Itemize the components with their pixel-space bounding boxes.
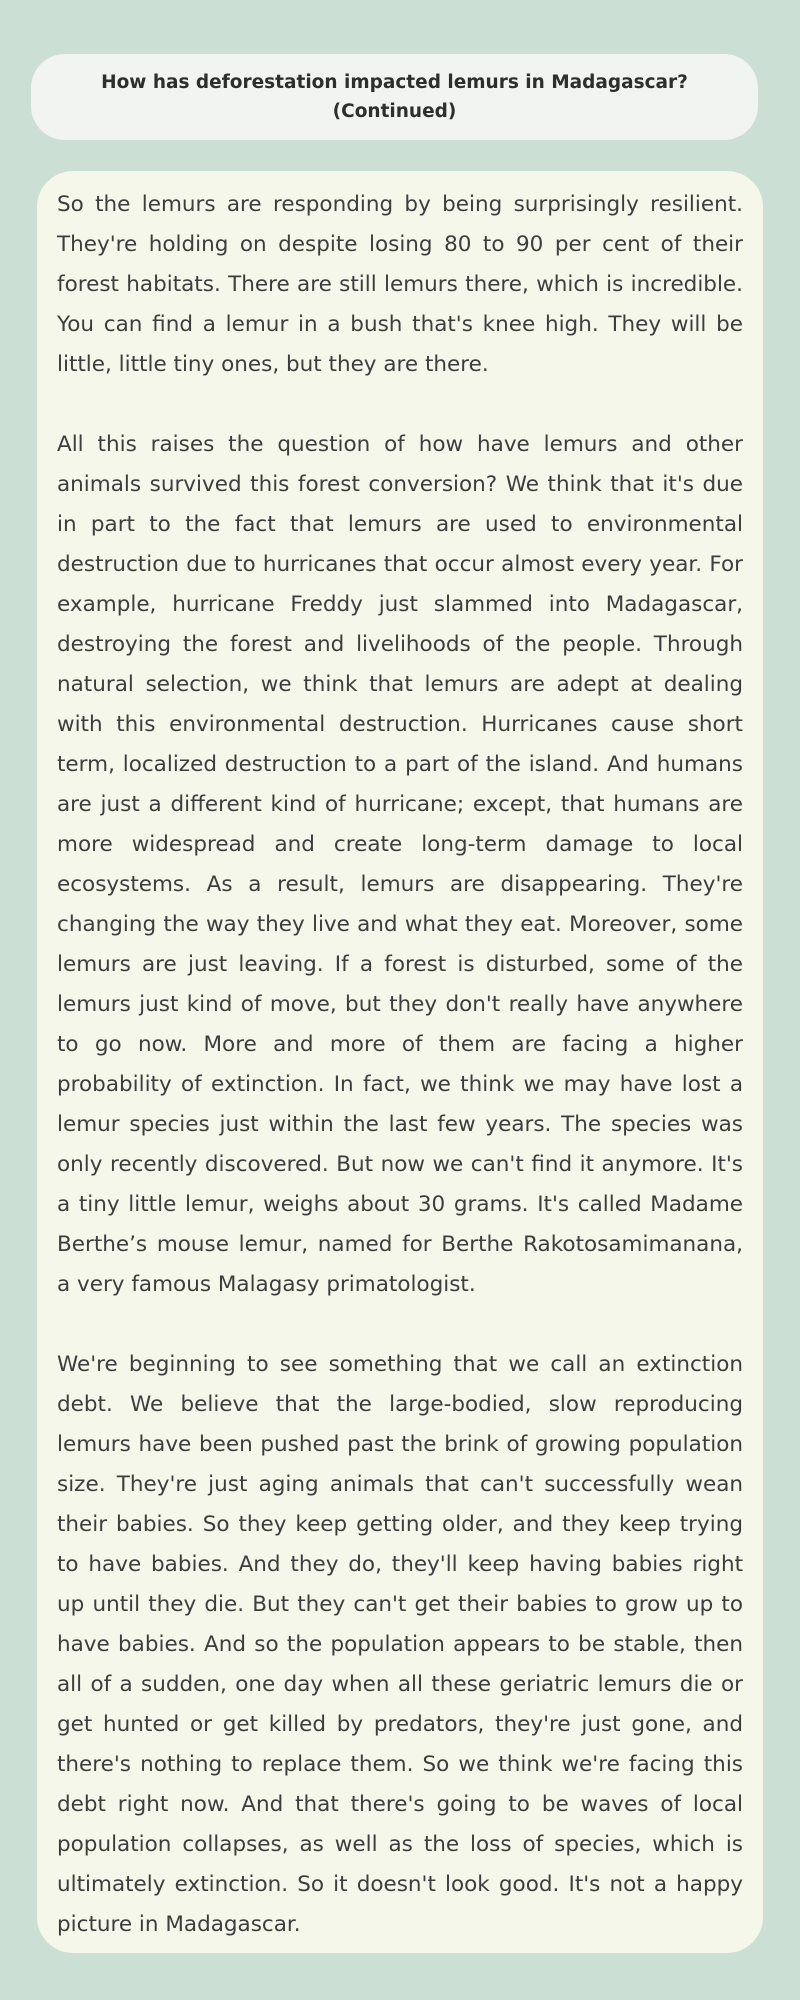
paragraph-1: So the lemurs are responding by being surprisingly resilient. They're holding on despite losing 80 to 90 per cent of their forest habitats. There are still lemurs there, which is incredible. You can find a lemur in a bush that's knee high. They will be little, little tiny ones, but they are there. xyxy=(57,192,743,377)
paragraph-2: All this raises the question of how have lemurs and other animals survived this forest conversion? We think that it's due in part to the fact that lemurs are used to environmental destruction due to hurricanes that occur almost every year. For example, hurricane Freddy just slammed into Madagascar, destroying the forest and livelihoods of the people. Through natural selection, we think that lemurs are adept at dealing with this environmental destruction. Hurricanes cause short term, localized destruction to a part of the island. And humans are just a different kind of hurricane; except, that humans are more widespread and create long-term damage to local ecosystems. As a result, lemurs are disappearing. They're changing the way they live and what they eat. Moreover, some lemurs are just leaving. If a forest is disturbed, some of the lemurs just kind of move, but they don't really have anywhere to go now. More and more of them are facing a higher probability of extinction. In fact, we think we may have lost a lemur species just within the last few years. The species was only recently discovered. But now we can't find it anymore. It's a tiny little lemur, weighs about 30 grams. It's called Madame Berthe’s mouse lemur, named for Berthe Rakotosamimanana, a very famous Malagasy primatologist. xyxy=(57,432,743,1297)
page-title: How has deforestation impacted lemurs in Madagascar? (Continued) xyxy=(101,72,688,122)
answer-text-card xyxy=(37,171,763,1953)
question-title-card xyxy=(31,54,758,140)
paragraph-3: We're beginning to see something that we call an extinction debt. We believe that the large-bodied, slow reproducing lemurs have been pushed past the brink of growing population size. They're just aging animals that can't successfully wean their babies. So they keep getting older, and they keep trying to have babies. And they do, they'll keep having babies right up until they die. But they can't get their babies to grow up to have babies. And so the population appears to be stable, then all of a sudden, one day when all these geriatric lemurs die or get hunted or get killed by predators, they're just gone, and there's nothing to replace them. So we think we're facing this debt right now. And that there's going to be waves of local population collapses, as well as the loss of species, which is ultimately extinction. So it doesn't look good. It's not a happy picture in Madagascar. xyxy=(57,1352,743,1937)
